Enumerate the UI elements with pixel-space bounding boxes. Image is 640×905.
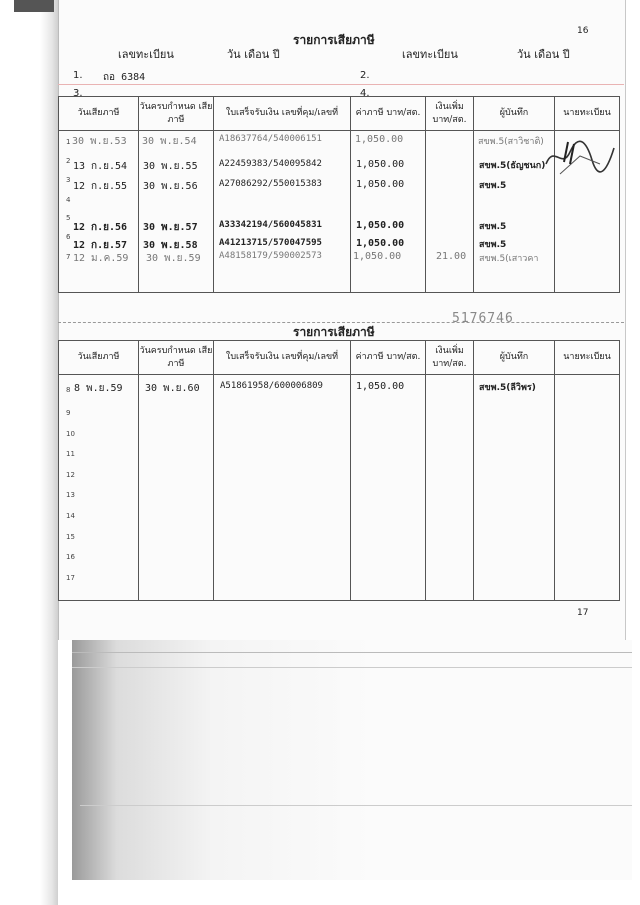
row-3-due-date: 30 พ.ย.56: [143, 181, 198, 192]
registrar-signature: [540, 134, 620, 184]
row-number: 2: [66, 157, 71, 165]
header-receipt: ใบเสร็จรับเงิน เลขที่คุม/เลขที่: [214, 341, 351, 375]
row-number: 16: [66, 553, 75, 561]
row-2-due-date: 30 พ.ย.55: [143, 161, 198, 172]
row-8-due-date: 30 พ.ย.60: [145, 383, 200, 394]
header-tax-amount: ค่าภาษี บาท/สต.: [351, 97, 426, 131]
row-number: 14: [66, 512, 75, 520]
line-4-number: 4.: [360, 88, 370, 99]
row-5-tax-date: 12 ก.ย.56: [73, 222, 128, 233]
col-tax-date: [59, 375, 139, 601]
row-number: 12: [66, 471, 75, 479]
row-number: 4: [66, 196, 71, 204]
binding-edge: [0, 0, 58, 905]
header-receipt: ใบเสร็จรับเงิน เลขที่คุม/เลขที่: [214, 97, 351, 131]
scan-faint-line: [80, 805, 632, 806]
page-number-top: 16: [577, 26, 589, 36]
col-tax-amount: [351, 375, 426, 601]
row-8-tax-date: 8 พ.ย.59: [74, 383, 123, 394]
col-tax-date: [59, 131, 139, 293]
row-8-amount: 1,050.00: [356, 381, 405, 392]
row-3-amount: 1,050.00: [356, 179, 405, 190]
row-1-amount: 1,050.00: [355, 134, 404, 145]
header-surcharge: เงินเพิ่ม บาท/สต.: [426, 97, 474, 131]
header-recorder: ผู้บันทึก: [474, 97, 555, 131]
row-number: 6: [66, 233, 71, 241]
row-3-receipt: A27086292/550015383: [219, 179, 322, 189]
row-2-amount: 1,050.00: [356, 159, 405, 170]
row-7-due-date: 30 พ.ย.59: [146, 253, 201, 264]
scan-lines: [72, 652, 632, 668]
row-5-receipt: A33342194/560045831: [219, 220, 322, 230]
row-7-receipt: A48158179/590002573: [219, 251, 322, 261]
col-surcharge: [426, 375, 474, 601]
col-due-date: [139, 131, 214, 293]
red-rule-1: [58, 84, 624, 85]
row-number: 7: [66, 253, 71, 261]
header-tax-date: วันเสียภาษี: [59, 97, 139, 131]
row-6-tax-date: 12 ก.ย.57: [73, 240, 128, 251]
row-5-recorder: สขพ.5: [479, 222, 507, 232]
row-8-recorder: สขพ.5(ลีวิพร): [479, 383, 536, 393]
row-number: 1: [66, 138, 71, 146]
row-7-amount: 1,050.00: [353, 251, 402, 262]
line-3-number: 3.: [73, 88, 83, 99]
row-8-receipt: A51861958/600006809: [220, 381, 323, 391]
row-7-surcharge: 21.00: [436, 251, 467, 262]
row-number: 10: [66, 430, 75, 438]
row-3-tax-date: 12 ก.ย.55: [73, 181, 128, 192]
col-surcharge: [426, 131, 474, 293]
col-registrar: [555, 375, 620, 601]
row-7-recorder: สขพ.5(เสาวคา: [479, 254, 539, 264]
header-tax-date: วันเสียภาษี: [59, 341, 139, 375]
col-receipt: [214, 375, 351, 601]
row-number: 3: [66, 176, 71, 184]
header-recorder: ผู้บันทึก: [474, 341, 555, 375]
row-number: 11: [66, 450, 75, 458]
stamp-number: 5176746: [452, 311, 514, 326]
row-6-recorder: สขพ.5: [479, 240, 507, 250]
header-due-date: วันครบกำหนด เสียภาษี: [139, 341, 214, 375]
row-1-recorder: สขพ.5(สาวิชาติ): [478, 137, 544, 147]
row-number: 17: [66, 574, 75, 582]
col-tax-amount: [351, 131, 426, 293]
row-number: 9: [66, 409, 71, 417]
row-6-due-date: 30 พ.ย.58: [143, 240, 198, 251]
row-1-tax-date: 30 พ.ย.53: [72, 136, 127, 147]
row-number: 5: [66, 214, 71, 222]
col-receipt: [214, 131, 351, 293]
row-number: 15: [66, 533, 75, 541]
row-1-due-date: 30 พ.ย.54: [142, 136, 197, 147]
row-2-receipt: A22459383/540095842: [219, 159, 322, 169]
reg-label-left: เลขทะเบียน: [118, 48, 174, 61]
row-6-receipt: A41213715/570047595: [219, 238, 322, 248]
binding-clip: [14, 0, 54, 12]
section-title-bottom: รายการเสียภาษี: [293, 325, 375, 339]
row-5-amount: 1,050.00: [356, 220, 405, 231]
header-due-date: วันครบกำหนด เสียภาษี: [139, 97, 214, 131]
row-2-recorder: สขพ.5(ธัญชนก): [479, 161, 546, 171]
row-1-receipt: A18637764/540006151: [219, 134, 322, 144]
line-2-number: 2.: [360, 70, 370, 81]
row-6-amount: 1,050.00: [356, 238, 405, 249]
header-registrar: นายทะเบียน: [555, 341, 620, 375]
header-surcharge: เงินเพิ่ม บาท/สต.: [426, 341, 474, 375]
row-number: 8: [66, 386, 71, 394]
col-due-date: [139, 375, 214, 601]
row-3-recorder: สขพ.5: [479, 181, 507, 191]
page-number-bottom: 17: [577, 608, 589, 618]
header-tax-amount: ค่าภาษี บาท/สต.: [351, 341, 426, 375]
date-label-right: วัน เดือน ปี: [517, 48, 570, 61]
row-2-tax-date: 13 ก.ย.54: [73, 161, 128, 172]
col-recorder: [474, 375, 555, 601]
row-5-due-date: 30 พ.ย.57: [143, 222, 198, 233]
row-number: 13: [66, 491, 75, 499]
line-1-number: 1.: [73, 70, 83, 81]
line-1-value: ถอ 6384: [103, 72, 146, 83]
reg-label-right: เลขทะเบียน: [402, 48, 458, 61]
section-title-top: รายการเสียภาษี: [293, 33, 375, 47]
date-label-left: วัน เดือน ปี: [227, 48, 280, 61]
header-registrar: นายทะเบียน: [555, 97, 620, 131]
row-7-tax-date: 12 ม.ค.59: [73, 253, 129, 264]
scan-shadow: [72, 640, 632, 880]
